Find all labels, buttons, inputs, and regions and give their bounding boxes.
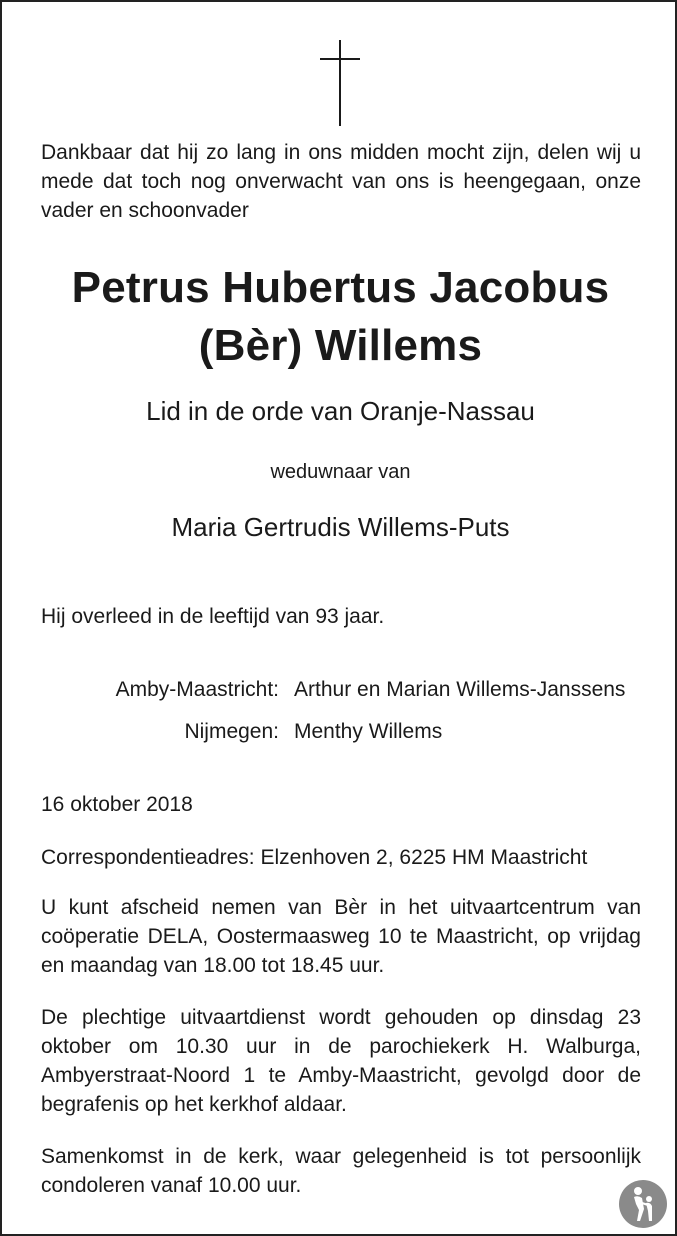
relative-place: Nijmegen:	[184, 720, 279, 743]
memorial-logo-icon	[618, 1179, 668, 1229]
cross-icon	[320, 40, 360, 126]
correspondence-address: Correspondentieadres: Elzenhoven 2, 6225 HM Maastricht	[41, 846, 588, 869]
widower-label: weduwnaar van	[270, 461, 411, 483]
spouse-name: Maria Gertrudis Willems-Puts	[171, 512, 510, 542]
relative-names: Arthur en Marian Willems-Janssens	[294, 678, 626, 701]
relative-place: Amby-Maastricht:	[115, 678, 279, 701]
service-text: De plechtige uitvaartdienst wordt gehouden op dinsdag 23 oktober om 10.30 uur in de parochiekerk H. Walburga, Ambyerstraat-Noord 1 te Amby-Maastricht, gevolgd door de begrafenis op het kerkhof aldaar.	[41, 1006, 641, 1116]
notice-date: 16 oktober 2018	[41, 793, 193, 816]
deceased-name-line1: Petrus Hubertus Jacobus	[71, 263, 610, 312]
relative-names: Menthy Willems	[294, 720, 443, 743]
age-text: Hij overleed in de leeftijd van 93 jaar.	[41, 605, 385, 628]
honor-text: Lid in de orde van Oranje-Nassau	[146, 396, 535, 426]
deceased-name-line2: (Bèr) Willems	[198, 321, 483, 370]
gathering-text: Samenkomst in de kerk, waar gelegenheid is tot persoonlijk condoleren vanaf 10.00 uur.	[41, 1145, 641, 1197]
farewell-text: U kunt afscheid nemen van Bèr in het uitvaartcentrum van coöperatie DELA, Oostermaasweg 10 te Maastricht, op vrijdag en maandag van 18.00 tot 18.45 uur.	[41, 896, 641, 977]
intro-text: Dankbaar dat hij zo lang in ons midden mocht zijn, delen wij u mede dat toch nog onverwacht van ons is heengegaan, onze vader en schoonvader	[41, 141, 641, 222]
